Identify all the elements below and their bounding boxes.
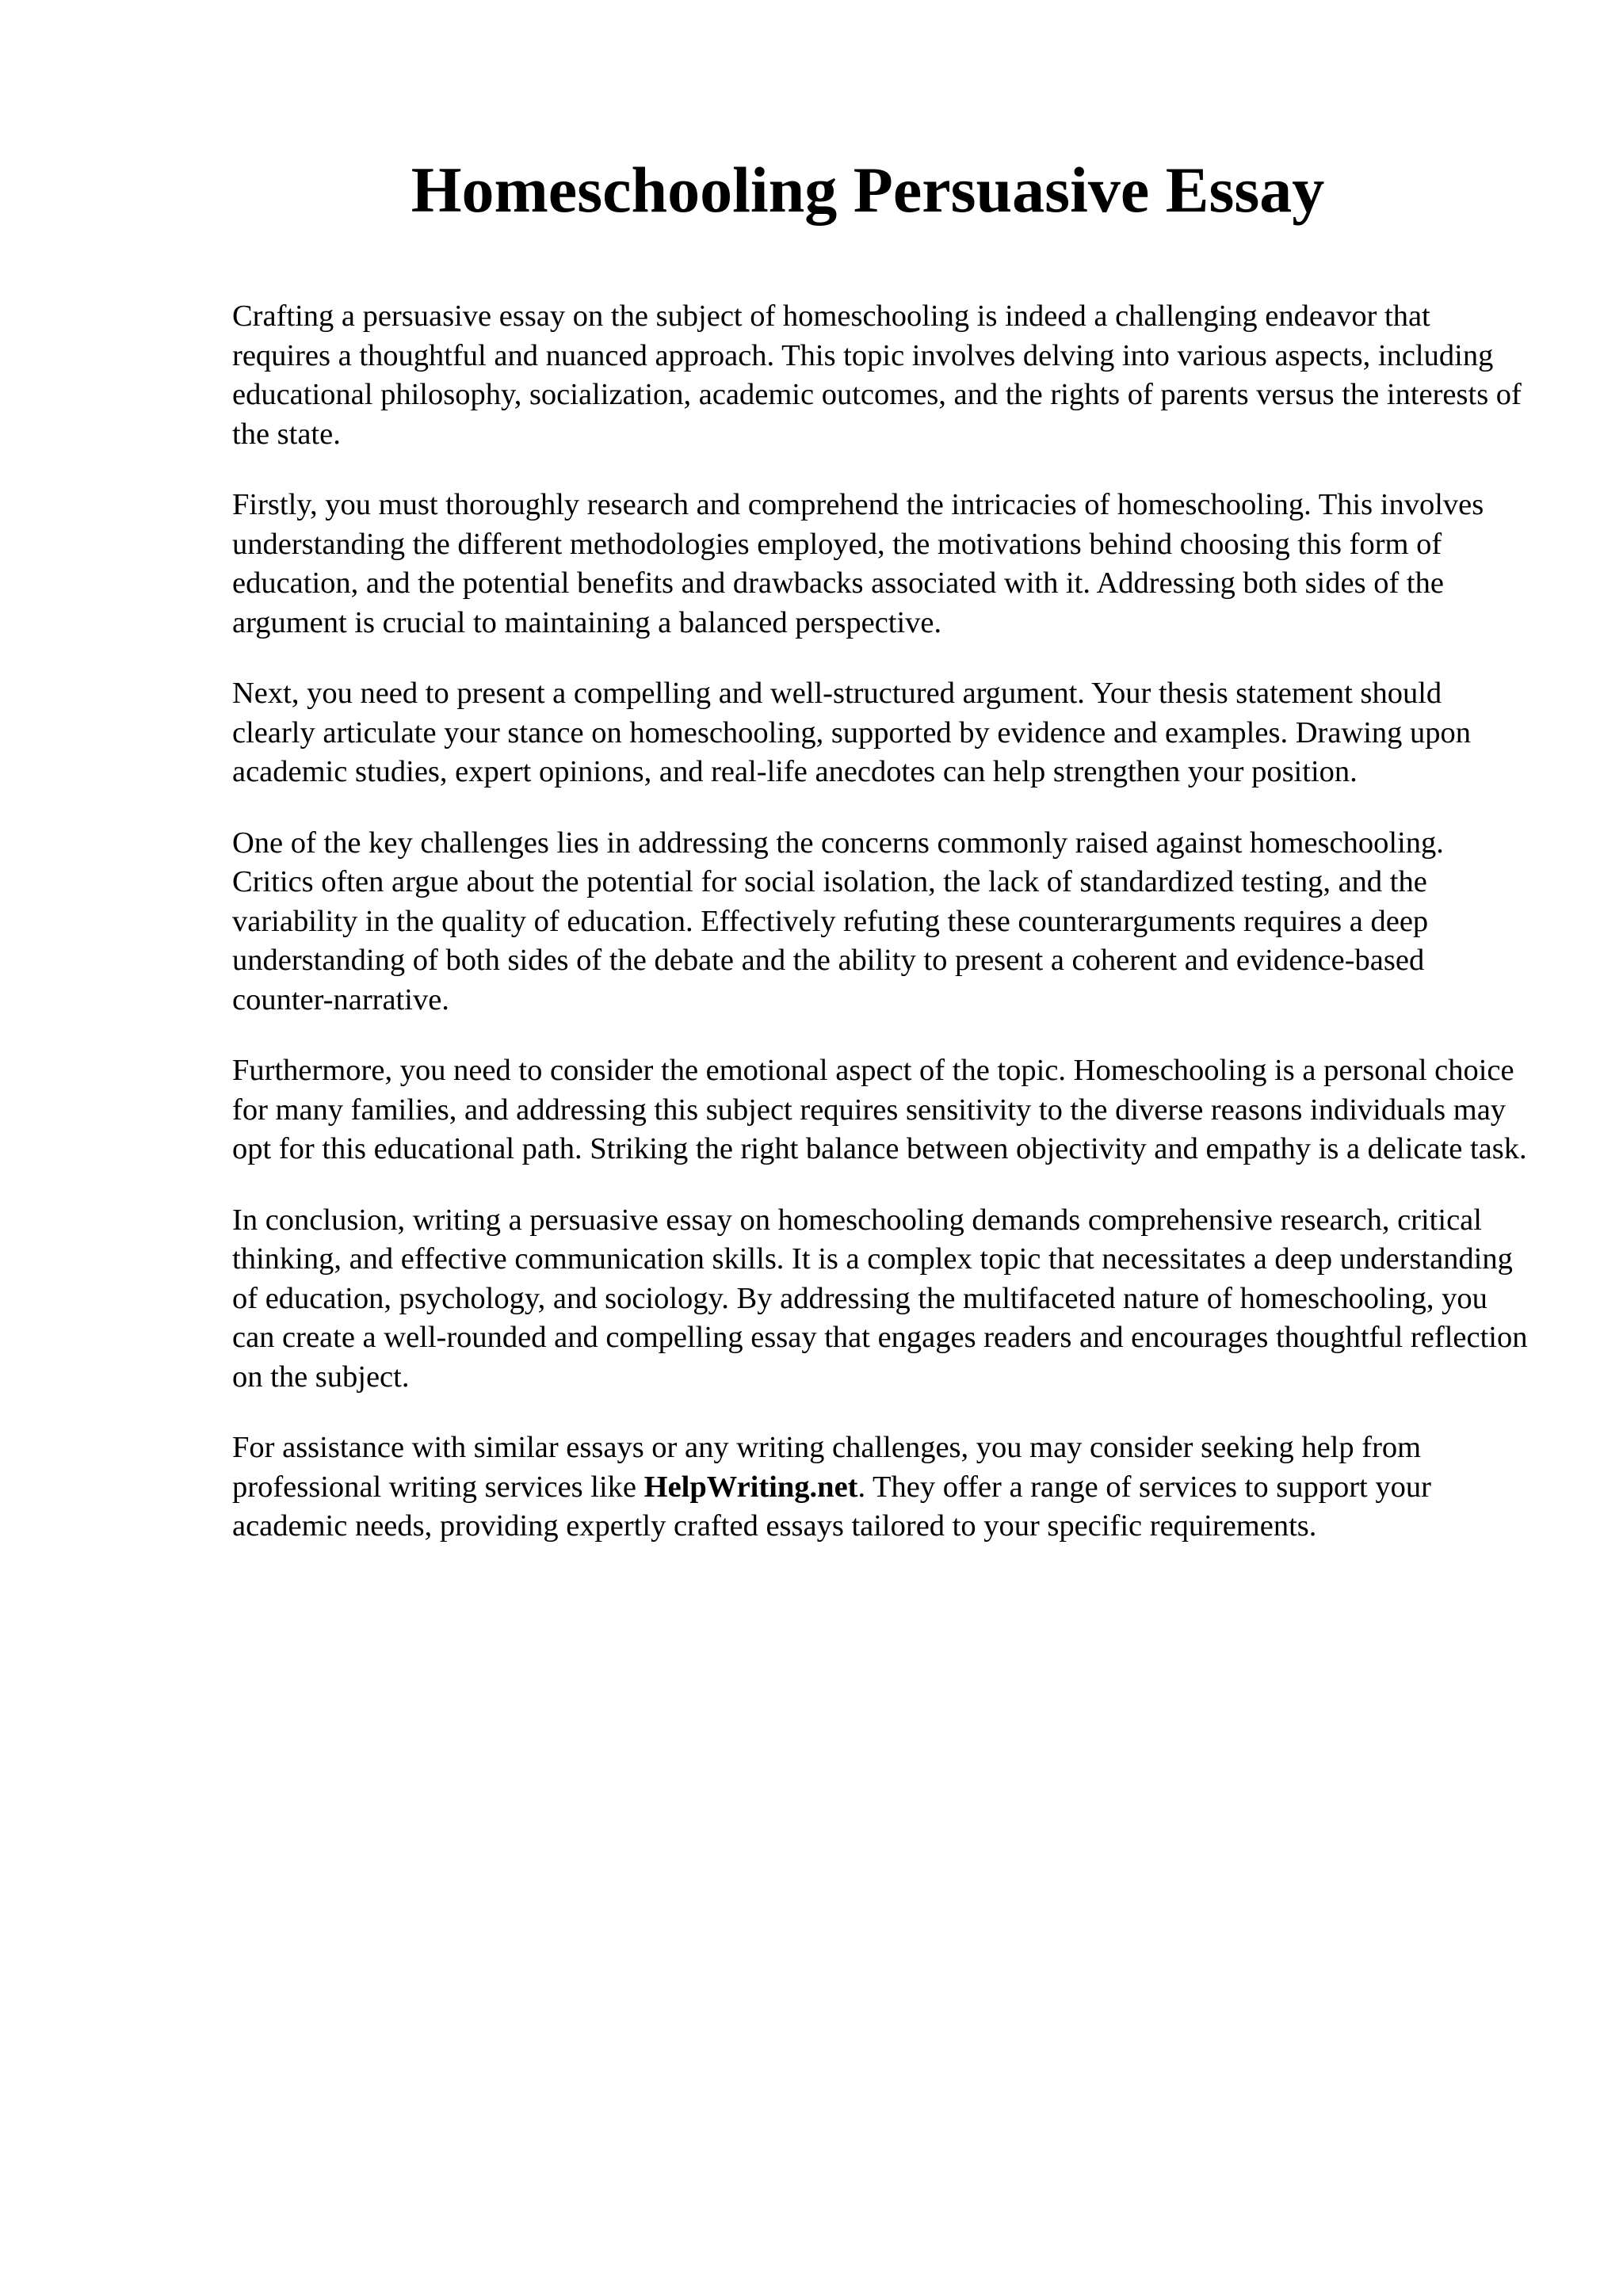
paragraph-research: Firstly, you must thoroughly research and comprehend the intricacies of homeschooling. This involves understanding the different methodologies employed, the motivations behind choosing this form of education, and the potential benefits and drawbacks associated with it. Addressing both sides of the argument is crucial to maintaining a balanced perspective. bbox=[232, 488, 1484, 639]
paragraph-argument: Next, you need to present a compelling and well-structured argument. Your thesis statement should clearly articulate your stance on homeschooling, supported by evidence and examples. Drawing upon academic studies, expert opinions, and real-life anecdotes can help strengthen your position. bbox=[232, 677, 1472, 788]
paragraph-conclusion: In conclusion, writing a persuasive essay on homeschooling demands comprehensive research, critical thinking, and effective communication skills. It is a complex topic that necessitates a deep understanding of education, psychology, and sociology. By addressing the multifaceted nature of homeschooling, you can create a well-rounded and compelling essay that engages readers and encourages thoughtful reflection on the subject. bbox=[232, 1203, 1528, 1394]
paragraph-closing bbox=[232, 1428, 1532, 1547]
paragraph-counterarguments: One of the key challenges lies in addressing the concerns commonly raised against homeschooling. Critics often argue about the potential for social isolation, the lack of standardized testing, and the variability in the quality of education. Effectively refuting these counterarguments requires a deep understanding of both sides of the debate and the ability to present a coherent and evidence-based counter-narrative. bbox=[232, 826, 1444, 1016]
paragraph-emotional-aspect: Furthermore, you need to consider the emotional aspect of the topic. Homeschooling is a personal choice for many families, and addressing this subject requires sensitivity to the diverse reasons individuals may opt for this educational path. Striking the right balance between objectivity and empathy is a delicate task. bbox=[232, 1054, 1527, 1165]
closing-text-after: . They offer a range of services to support your academic needs, providing expertly crafted essays tailored to your specific requirements. bbox=[232, 1470, 1431, 1543]
closing-text-before: For assistance with similar essays or any writing challenges, you may consider seeking help from professional writing services like bbox=[232, 1431, 1422, 1504]
paragraph-intro: Crafting a persuasive essay on the subject of homeschooling is indeed a challenging endeavor that requires a thoughtful and nuanced approach. This topic involves delving into various aspects, including educational philosophy, socialization, academic outcomes, and the rights of parents versus the interests of the state. bbox=[232, 299, 1522, 451]
essay-body bbox=[232, 297, 1532, 1578]
brand-name: HelpWriting.net bbox=[643, 1470, 858, 1504]
page-title: Homeschooling Persuasive Essay bbox=[411, 154, 1325, 226]
